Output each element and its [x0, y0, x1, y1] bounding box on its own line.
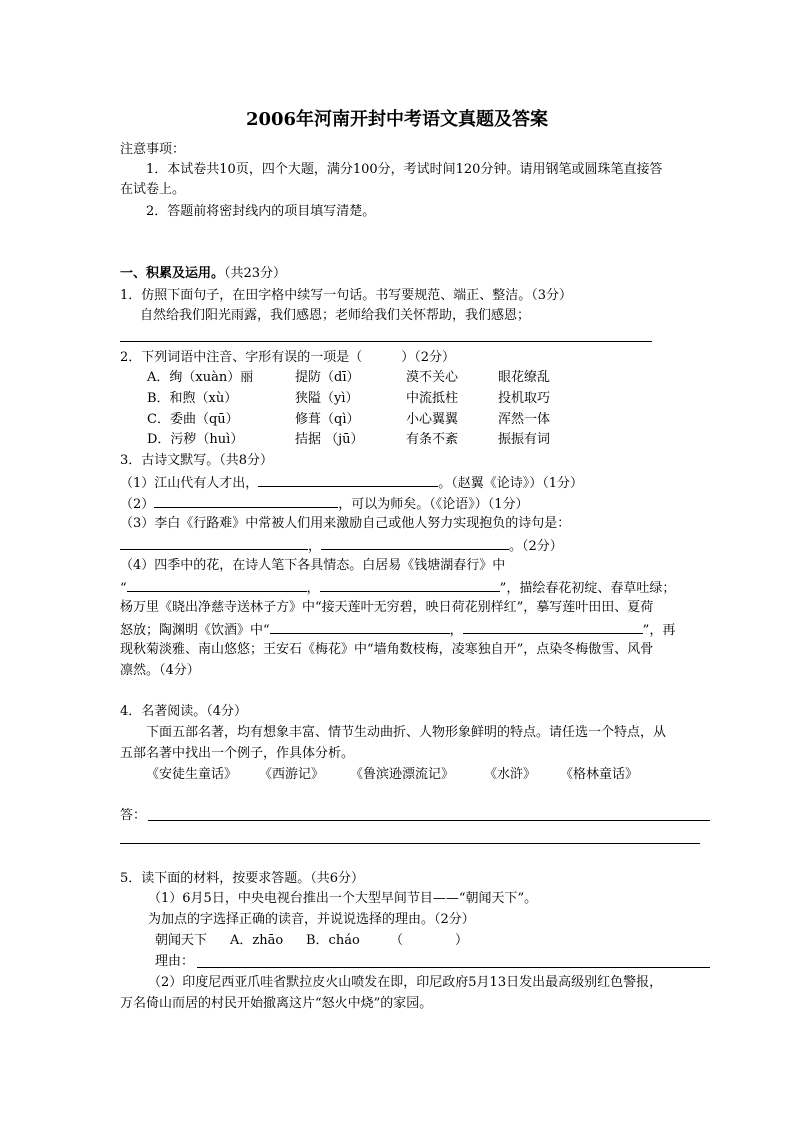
answer-line[interactable] — [148, 820, 710, 821]
option-a-word-4: 眼花缭乱 — [498, 370, 551, 385]
book-5: 《格林童话》 — [560, 767, 639, 782]
question-5-part-2: （2）印度尼西亚爪哇省默拉皮火山喷发在即，印尼政府5月13日发出最高级别红色警报， — [148, 975, 663, 990]
answer-blank[interactable] — [258, 472, 438, 487]
points-text: 。（2分） — [509, 539, 563, 554]
description-text: ”，描绘春花初绽、春草吐绿； — [499, 581, 676, 596]
option-c: C．委曲（qū） — [147, 412, 239, 427]
option-d: D．污秽（huì） — [147, 432, 244, 447]
source-text: 。（赵翼《论诗》）（1分） — [438, 476, 584, 491]
option-c-word-3: 小心翼翼 — [406, 412, 459, 427]
answer-blank[interactable] — [320, 577, 500, 592]
question-3-part-4-line-5: 现秋菊淡雅、南山悠悠；王安石《梅花》中“墙角数枝梅，凌寒独自开”，点染冬梅傲雪、风骨 — [120, 642, 654, 657]
book-4: 《水浒》 — [484, 767, 537, 782]
answer-line[interactable] — [120, 341, 652, 342]
prompt-text: （1）江山代有人才出， — [120, 476, 259, 491]
comma: ， — [306, 581, 320, 596]
comma: ， — [449, 623, 463, 638]
choice-answer-paren[interactable]: （ ） — [390, 933, 469, 948]
question-3-part-4-line-3: 杨万里《晓出净慈寺送林子方》中“接天莲叶无穷碧，映日荷花别样红”，摹写莲叶田田、夏荷 — [120, 600, 654, 615]
notice-item-1: 1．本试卷共10页，四个大题，满分100分，考试时间120分钟。请用钢笔或圆珠笔直接答 — [146, 162, 663, 177]
option-a-word-3: 漠不关心 — [406, 370, 459, 385]
option-b-word-3: 中流抵柱 — [406, 391, 459, 406]
choice-b[interactable]: B．cháo — [306, 933, 360, 948]
book-2: 《西游记》 — [259, 767, 325, 782]
prompt-text: 怒放；陶渊明《饮酒》中“ — [120, 623, 270, 638]
question-5-part-1-instruction: 为加点的字选择正确的读音，并说说选择的理由。（2分） — [148, 912, 475, 927]
question-3: 3．古诗文默写。（共8分） — [120, 453, 274, 468]
question-3-part-3-blanks — [120, 535, 563, 557]
question-3-part-4-blanks — [120, 577, 675, 599]
comma: ， — [308, 539, 322, 554]
book-3: 《鲁滨逊漂流记》 — [350, 767, 455, 782]
section-1-heading — [120, 264, 286, 284]
quote-open: “ — [120, 581, 127, 596]
notice-item-2: 2．答题前将密封线内的项目填写清楚。 — [146, 204, 376, 219]
option-a: A．绚（xuàn）丽 — [147, 370, 254, 385]
answer-blank[interactable] — [321, 535, 509, 550]
question-4: 4．名著阅读。（4分） — [120, 704, 248, 719]
question-1: 1．仿照下面句子，在田字格中续写一句话。书写要规范、端正、整洁。（3分） — [120, 288, 573, 303]
question-3-part-4: （4）四季中的花，在诗人笔下各具情态。白居易《钱塘湖春行》中 — [120, 558, 506, 573]
option-d-word-3: 有条不紊 — [406, 432, 459, 447]
reason-label: 理由： — [155, 954, 195, 969]
answer-blank[interactable] — [154, 493, 338, 508]
answer-line[interactable] — [120, 843, 700, 844]
source-text: ，可以为师矣。（《论语》）（1分） — [338, 497, 529, 512]
description-text: ”，再 — [642, 623, 676, 638]
question-3-part-2 — [120, 493, 529, 515]
question-4-line-2: 五部名著中找出一个例子，作具体分析。 — [120, 746, 355, 761]
answer-blank[interactable] — [127, 577, 307, 592]
answer-blank[interactable] — [463, 619, 643, 634]
answer-blank[interactable] — [120, 535, 308, 550]
question-3-part-1 — [120, 472, 583, 494]
choice-word: 朝闻天下 — [155, 933, 208, 948]
question-1-example: 自然给我们阳光雨露，我们感恩；老师给我们关怀帮助，我们感恩； — [140, 308, 531, 323]
option-b-word-4: 投机取巧 — [498, 391, 551, 406]
notice-item-1-cont: 在试卷上。 — [120, 182, 186, 197]
prompt-text: （2） — [120, 497, 155, 512]
question-5-part-1: （1）6月5日，中央电视台推出一个大型早间节目——“朝闻天下”。 — [148, 891, 538, 906]
page-title: 2006年河南开封中考语文真题及答案 — [245, 109, 549, 130]
question-5-part-2-cont: 万名倚山而居的村民开始撤离这片“怒火中烧”的家园。 — [120, 996, 433, 1011]
section-1-title: 一、积累及运用。 — [120, 266, 225, 281]
option-b: B．和煦（xù） — [147, 391, 238, 406]
question-3-part-4-line-6: 凛然。（4分） — [120, 663, 200, 678]
question-2: 2．下列词语中注音、字形有误的一项是（ ）（2分） — [120, 350, 456, 365]
option-a-word-2: 提防（dī） — [295, 370, 360, 385]
book-1: 《安徒生童话》 — [146, 767, 238, 782]
option-d-word-2: 拮据 （jū） — [295, 432, 364, 447]
question-5: 5．读下面的材料，按要求答题。（共6分） — [120, 871, 365, 886]
option-c-word-4: 浑然一体 — [498, 412, 551, 427]
option-b-word-2: 狭隘（yì） — [295, 391, 359, 406]
question-3-part-4-line-4 — [120, 619, 675, 641]
answer-blank[interactable] — [270, 619, 450, 634]
question-3-part-3: （3）李白《行路难》中常被人们用来激励自己或他人努力实现抱负的诗句是： — [120, 516, 571, 531]
answer-label: 答： — [120, 808, 147, 823]
choice-a[interactable]: A．zhāo — [230, 933, 284, 948]
section-1-points: （共23分） — [224, 266, 287, 281]
reason-answer-line[interactable] — [197, 967, 710, 968]
question-4-line-1: 下面五部名著，均有想象丰富、情节生动曲折、人物形象鲜明的特点。请任选一个特点，从 — [146, 725, 667, 740]
option-d-word-4: 振振有词 — [498, 432, 551, 447]
notice-heading: 注意事项： — [120, 142, 186, 157]
option-c-word-2: 修葺（qì） — [295, 412, 360, 427]
